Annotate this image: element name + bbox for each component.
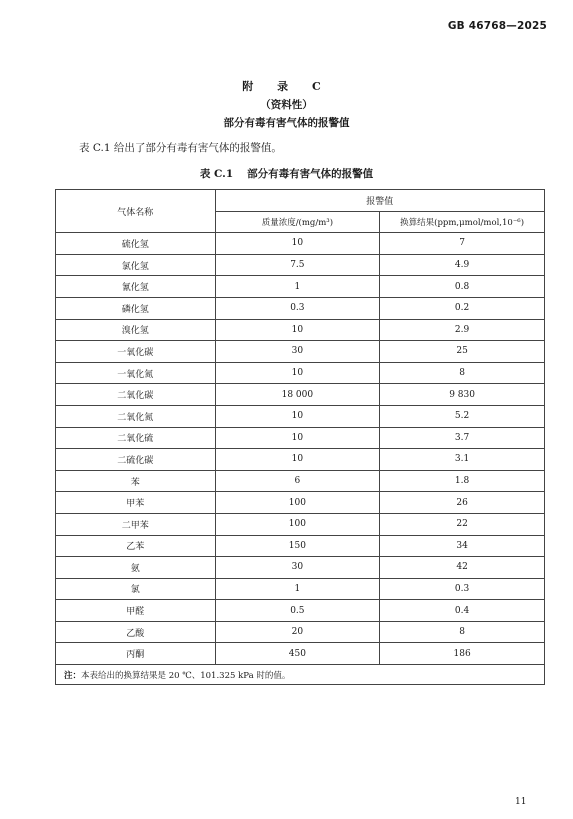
appendix-nature: （资料性） [260,99,313,111]
cell-conversion-result: 3.7 [380,427,545,449]
cell-conversion-result: 3.1 [380,449,545,471]
table-caption [0,166,573,181]
cell-mass-concentration: 10 [215,233,380,255]
cell-mass-concentration: 7.5 [215,254,380,276]
cell-conversion-result: 0.2 [380,297,545,319]
cell-mass-concentration: 6 [215,470,380,492]
table-row [56,233,545,255]
intro-paragraph: 表 C.1 给出了部分有毒有害气体的报警值。 [79,142,282,154]
table-caption-title: 部分有毒有害气体的报警值 [247,168,374,180]
cell-gas-name: 乙苯 [56,535,216,557]
cell-mass-concentration: 30 [215,557,380,579]
cell-gas-name: 氰化氢 [56,276,216,298]
table-row [56,492,545,514]
appendix-title: 附 录 C [242,80,331,93]
table-row [56,513,545,535]
table-row [56,319,545,341]
cell-mass-concentration: 0.3 [215,297,380,319]
cell-mass-concentration: 30 [215,341,380,363]
table-note [56,665,545,685]
cell-gas-name: 二氧化氮 [56,405,216,427]
cell-conversion-result: 0.8 [380,276,545,298]
cell-gas-name: 乙酸 [56,621,216,643]
header-gas-name: 气体名称 [56,190,216,233]
cell-gas-name: 氯 [56,578,216,600]
cell-gas-name: 甲醛 [56,600,216,622]
document-code: GB 46768—2025 [447,20,547,32]
cell-conversion-result: 4.9 [380,254,545,276]
table-body [56,233,545,665]
cell-conversion-result: 186 [380,643,545,665]
table-row [56,600,545,622]
table-row [56,254,545,276]
table-caption-number: 表 C.1 [199,168,234,180]
cell-conversion-result: 5.2 [380,405,545,427]
cell-gas-name: 甲苯 [56,492,216,514]
cell-conversion-result: 7 [380,233,545,255]
table-row [56,535,545,557]
cell-mass-concentration: 150 [215,535,380,557]
table-row [56,621,545,643]
cell-conversion-result: 9 830 [380,384,545,406]
cell-gas-name: 一氧化碳 [56,341,216,363]
cell-gas-name: 磷化氢 [56,297,216,319]
table-row [56,470,545,492]
page-number: 11 [515,797,527,807]
table-row [56,405,545,427]
cell-conversion-result: 0.4 [380,600,545,622]
cell-mass-concentration: 18 000 [215,384,380,406]
cell-conversion-result: 25 [380,341,545,363]
table-row [56,362,545,384]
cell-gas-name: 苯 [56,470,216,492]
table-row [56,578,545,600]
table-row [56,341,545,363]
note-label: 注： [64,670,82,681]
cell-mass-concentration: 1 [215,276,380,298]
cell-gas-name: 氨 [56,557,216,579]
table-row [56,276,545,298]
cell-mass-concentration: 1 [215,578,380,600]
cell-gas-name: 丙酮 [56,643,216,665]
cell-conversion-result: 26 [380,492,545,514]
header-alarm-value: 报警值 [215,190,544,212]
table-row [56,297,545,319]
cell-conversion-result: 2.9 [380,319,545,341]
note-text: 本表给出的换算结果是 20 ℃、101.325 kPa 时的值。 [81,670,291,681]
cell-conversion-result: 22 [380,513,545,535]
cell-gas-name: 二甲苯 [56,513,216,535]
cell-gas-name: 二氧化碳 [56,384,216,406]
appendix-heading: 部分有毒有害气体的报警值 [223,117,350,129]
header-mass-concentration: 质量浓度/(mg/m³) [215,211,380,233]
cell-conversion-result: 0.3 [380,578,545,600]
cell-mass-concentration: 450 [215,643,380,665]
cell-mass-concentration: 20 [215,621,380,643]
cell-gas-name: 一氧化氮 [56,362,216,384]
cell-conversion-result: 42 [380,557,545,579]
cell-mass-concentration: 10 [215,362,380,384]
cell-gas-name: 二硫化碳 [56,449,216,471]
cell-gas-name: 氯化氢 [56,254,216,276]
table-row [56,643,545,665]
header-conversion-result: 换算结果(ppm,μmol/mol,10⁻⁶) [380,211,545,233]
cell-mass-concentration: 100 [215,513,380,535]
table-row [56,427,545,449]
cell-conversion-result: 34 [380,535,545,557]
cell-mass-concentration: 10 [215,405,380,427]
cell-gas-name: 硫化氢 [56,233,216,255]
cell-mass-concentration: 10 [215,319,380,341]
table-row [56,384,545,406]
cell-conversion-result: 8 [380,621,545,643]
table-row [56,557,545,579]
cell-mass-concentration: 10 [215,427,380,449]
cell-mass-concentration: 10 [215,449,380,471]
cell-conversion-result: 8 [380,362,545,384]
table-row [56,449,545,471]
alarm-value-table [55,189,545,685]
cell-gas-name: 二氧化硫 [56,427,216,449]
cell-mass-concentration: 100 [215,492,380,514]
cell-mass-concentration: 0.5 [215,600,380,622]
cell-conversion-result: 1.8 [380,470,545,492]
cell-gas-name: 溴化氢 [56,319,216,341]
